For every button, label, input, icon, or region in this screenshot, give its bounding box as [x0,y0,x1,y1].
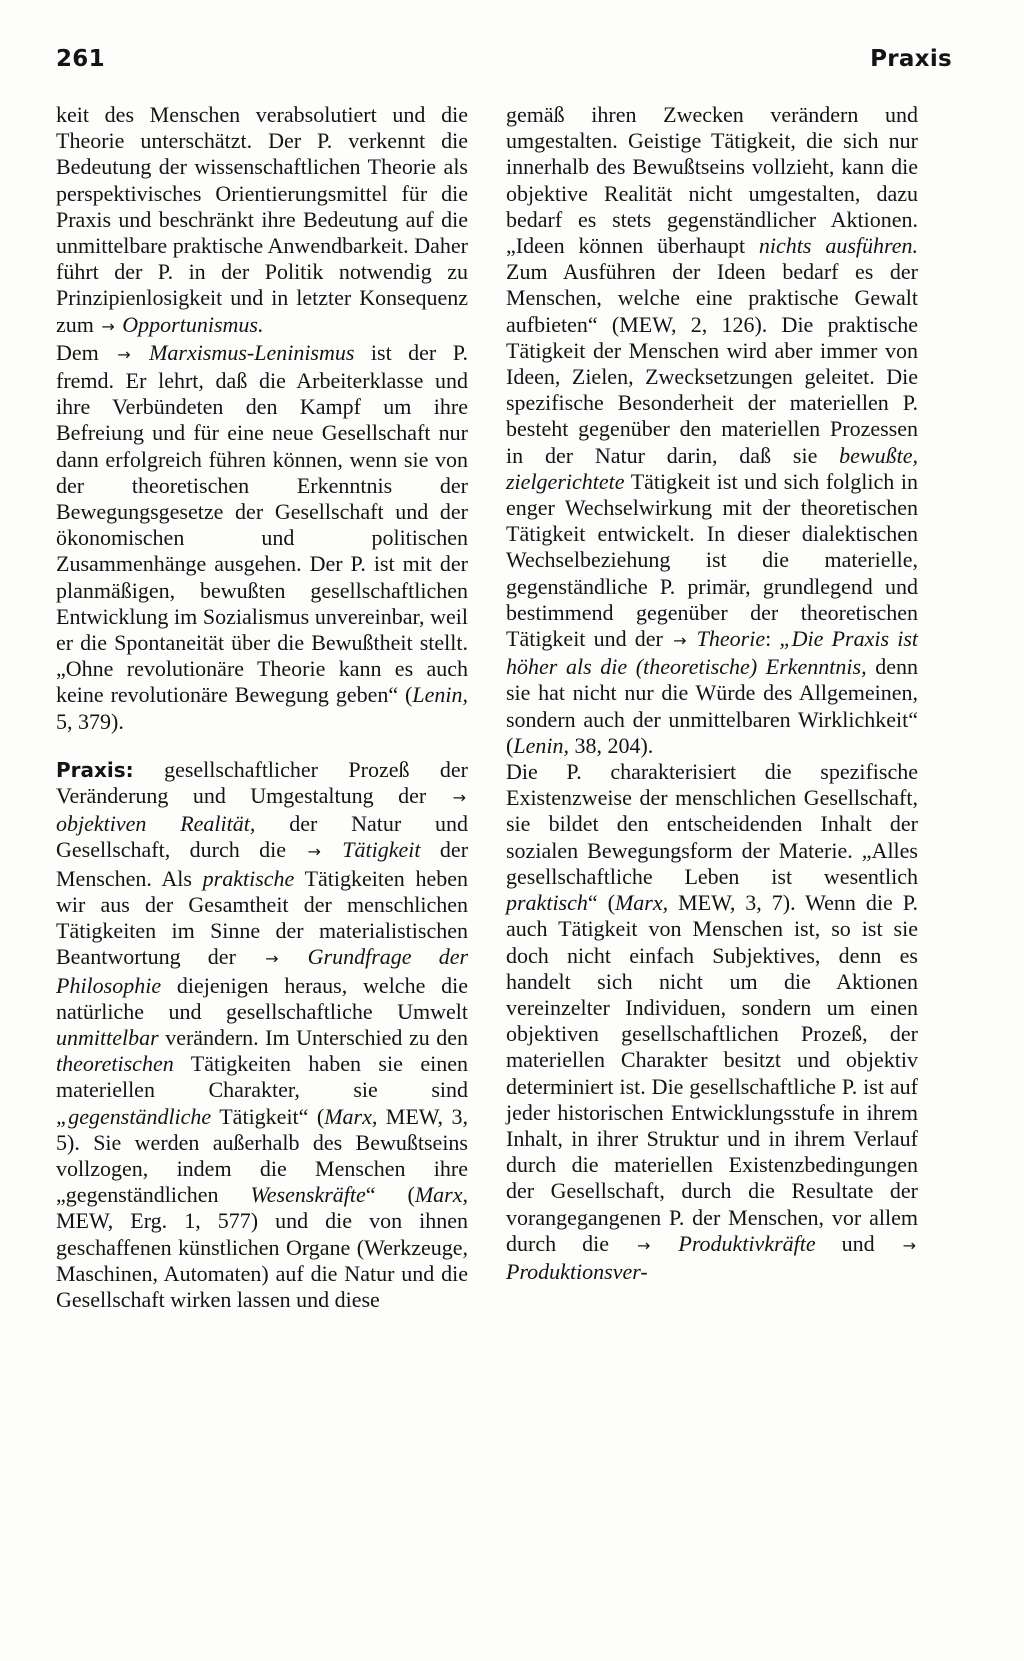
cross-reference-opportunismus: Opportunismus. [122,311,264,337]
entry-lemma: Praxis: [56,757,134,782]
cross-reference-arrow-icon: → [101,316,115,336]
entry-praxis: Praxis: gesellschaftlicher Prozeß der Veränderung und Umgestaltung der → objektiven Realität, der Natur und Gesellschaft, durch die → Tätigkeit der Menschen. Als praktische Tätigkeiten heben wir aus der Gesamtheit der menschlichen Tätigkeiten im Sinne der materialistischen Beantwortung der → Grundfrage der Philosophie diejenigen heraus, welche die natürliche und gesellschaftliche Umwelt unmittelbar verändern. Im Unterschied zu den theoretischen Tätigkeiten haben sie einen materiellen Charakter, sie sind „gegenständliche Tätigkeit“ (Marx, MEW, 3, 5). Sie werden außerhalb des Bewußtseins vollzogen, indem die Menschen ihre „gegenständlichen Wesenskräfte“ (Marx, MEW, Erg. 1, 577) und die von ihnen geschaffenen künstlichen Organe (Werkzeuge, Maschinen, Automaten) auf die Natur und die Gesellschaft wirken lassen und diese [56,756,469,1312]
cross-reference-arrow-icon: → [902,1235,917,1255]
cross-reference-marxismus-leninismus: Marxismus-Leninismus [149,339,355,365]
emphasis: unmittelbar [56,1024,159,1050]
citation-author: Marx, [414,1182,468,1208]
paragraph-existenzweise: Die P. charakterisiert die spezifische Existenzweise der menschlichen Gesellschaft, sie bildet den entscheidenden Inhalt der sozialen Bewegungsform der Materie. „Alles gesellschaftliche Leben ist wesentlich praktisch“ (Marx, MEW, 3, 7). Wenn die P. auch Tätigkeit von Menschen ist, so ist sie doch nicht einfach Subjektives, denn es handelt sich nicht um die Aktionen vereinzelter Individuen, sondern um einen objektiven gesellschaftlichen Prozeß, der materiellen Charakter besitzt und objektiv determiniert ist. Die gesellschaftliche P. ist auf jeder historischen Entwicklungsstufe in ihrem Inhalt, in ihrer Struktur und in ihrem Verlauf durch die materiellen Existenzbedingungen der Gesellschaft, durch die Resultate der vorangegangenen P. der Menschen, vor allem durch die → Produktivkräfte und → Produktionsver- [506,759,918,1284]
cross-reference-produktionsverhaeltnisse: Produktionsver- [506,1258,648,1284]
emphasis: „gegenständliche [56,1103,212,1129]
cross-reference-taetigkeit: Tätigkeit [342,837,421,863]
emphasis-quote: „Die Praxis ist höher als die (theoretische) Erkenntnis, [506,626,918,680]
emphasis: praktisch [506,890,588,916]
cross-reference-arrow-icon: → [117,344,131,364]
paragraph-praxis-continued: gemäß ihren Zwecken verändern und umgestalten. Geistige Tätigkeit, die sich nur innerhalb des Bewußtseins vollzieht, kann die objektive Realität nicht umgestalten, dazu bedarf es stets gegenständlicher Aktionen. „Ideen können überhaupt nichts ausführen. Zum Ausführen der Ideen bedarf es der Menschen, welche eine praktische Gewalt aufbieten“ (MEW, 2, 126). Die praktische Tätigkeit der Menschen wird aber immer von Ideen, Zielen, Zwecksetzungen geleitet. Die spezifische Besonderheit der materiellen P. besteht gegenüber den materiellen Prozessen in der Natur darin, daß sie bewußte, zielgerichtete Tätigkeit ist und sich folglich in enger Wechselwirkung mit der theoretischen Tätigkeit entwickelt. In dieser dialektischen Wechselbeziehung ist die materielle, gegenständliche P. primär, grundlegend und bestimmend gegenüber der theoretischen Tätigkeit und der → Theorie: „Die Praxis ist höher als die (theoretische) Erkenntnis, denn sie hat nicht nur die Würde des Allgemeinen, sondern auch der unmittelbaren Wirklichkeit“ (Lenin, 38, 204). [506,102,919,758]
cross-reference-produktivkraefte: Produktivkräfte [678,1230,816,1256]
page-number: 261 [56,46,105,72]
cross-reference-grundfrage: Grundfrage der Philosophie [56,944,469,998]
paragraph-pragmatismus-end: keit des Menschen verabsolutiert und die Theorie unterschätzt. Der P. verkennt die Bedeutung der wissenschaftlichen Theorie als perspektivisches Orientierungsmittel für die Praxis und beschränkt ihre Bedeutung auf die unmittelbare praktische Anwendbarkeit. Daher führt der P. in der Politik notwendig zu Prinzipienlosigkeit und in letzter Konsequenz zum → Opportunismus. [56,102,468,337]
emphasis: theoretischen [56,1051,174,1077]
emphasis: bewußte, zielgerichtete [506,442,918,494]
right-column [506,102,918,1285]
paragraph-marxismus: Dem → Marxismus-Leninismus ist der P. fremd. Er lehrt, daß die Arbeiterklasse und ihre Verbündeten den Kampf um ihre Befreiung und für eine neue Gesellschaft nur dann erfolgreich führen können, wenn sie von der theoretischen Erkenntnis der Bewegungsgesetze der Gesellschaft und der ökonomischen und politischen Zusammenhänge ausgehen. Der P. ist mit der planmäßigen, bewußten gesellschaftlichen Entwicklung im Sozialismus unvereinbar, weil er die Spontaneität über die Bewußtheit stellt. „Ohne revolutionäre Theorie kann es auch keine revolutionäre Bewegung geben“ (Lenin, 5, 379). [56,339,469,734]
cross-reference-theorie: Theorie [696,626,766,652]
cross-reference-arrow-icon: → [265,949,279,969]
citation-author: Marx, [614,890,669,916]
citation-author: Lenin, [412,682,468,708]
cross-reference-arrow-icon: → [636,1235,651,1255]
cross-reference-objektive-realitaet: objektiven Realität, [56,811,256,837]
emphasis: Wesenskräfte [250,1182,366,1208]
citation-author: Marx, [324,1103,378,1129]
running-head: Praxis [870,46,952,72]
emphasis: praktische [202,865,295,891]
emphasis: nichts ausführen. [758,233,919,259]
cross-reference-arrow-icon: → [673,631,687,651]
citation-author: Lenin, [513,732,569,758]
left-column [56,102,468,1313]
cross-reference-arrow-icon: → [452,788,466,808]
cross-reference-arrow-icon: → [307,842,321,862]
